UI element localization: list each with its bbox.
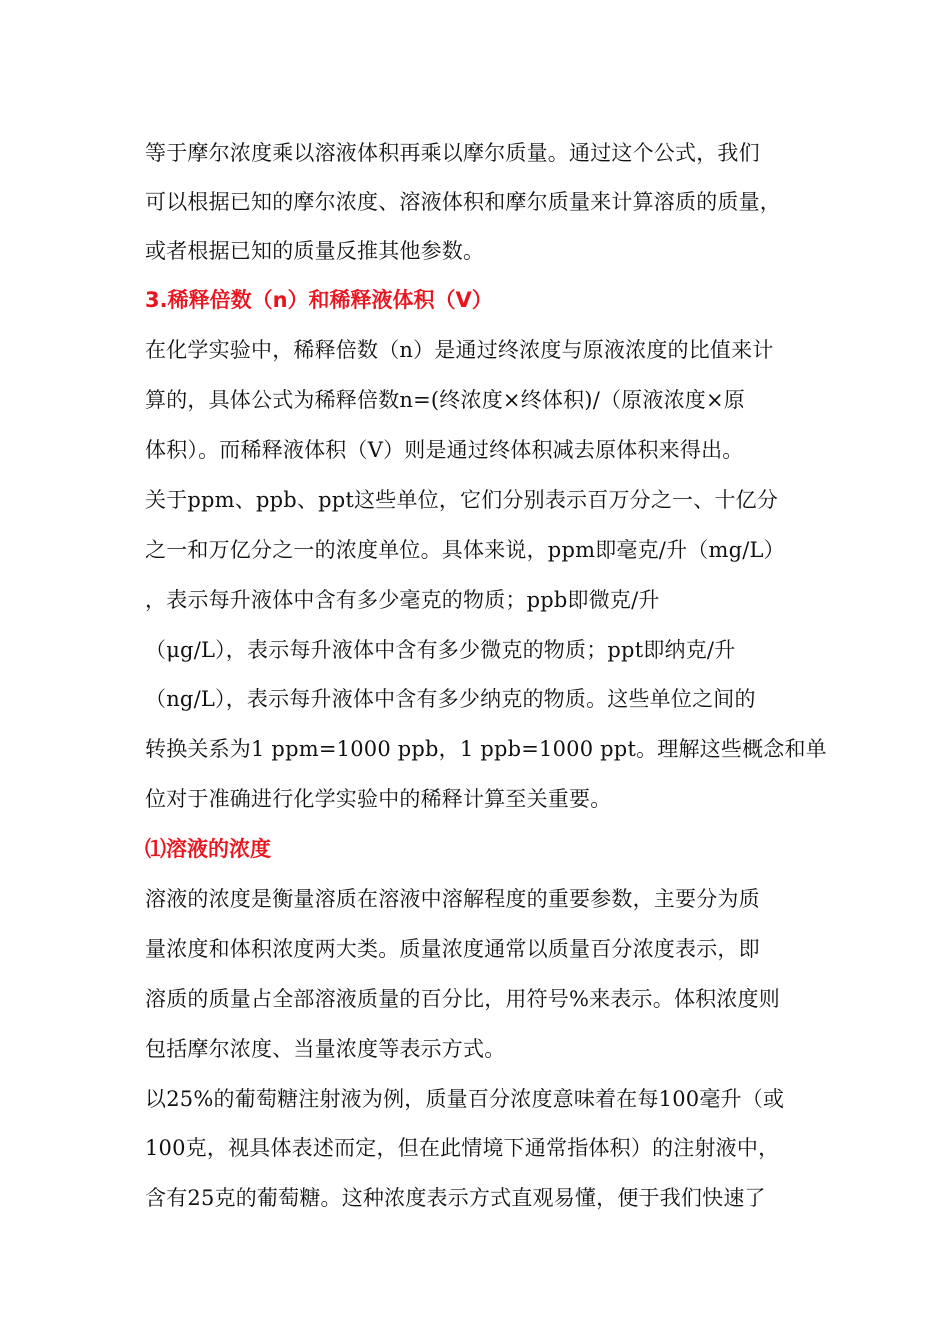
paragraph-line: 以25%的葡萄糖注射液为例，质量百分浓度意味着在每100毫升（或 [145,1087,785,1111]
paragraph-line: ，表示每升液体中含有多少毫克的物质；ppb即微克/升 [145,588,660,612]
paragraph-line: 或者根据已知的质量反推其他参数。 [145,239,485,263]
paragraph-line: （μg/L），表示每升液体中含有多少微克的物质；ppt即纳克/升 [145,638,736,662]
paragraph-line: 可以根据已知的摩尔浓度、溶液体积和摩尔质量来计算溶质的质量， [145,190,781,214]
paragraph-line: 算的，具体公式为稀释倍数n=(终浓度×终体积)/（原液浓度×原 [145,388,745,412]
section-heading-dilution: 3.稀释倍数（n）和稀释液体积（V） [145,288,493,312]
paragraph-line: 量浓度和体积浓度两大类。质量浓度通常以质量百分浓度表示，即 [145,937,760,961]
paragraph-line: 包括摩尔浓度、当量浓度等表示方式。 [145,1037,506,1061]
paragraph-line: 位对于准确进行化学实验中的稀释计算至关重要。 [145,787,612,811]
paragraph-line: 等于摩尔浓度乘以溶液体积再乘以摩尔质量。通过这个公式，我们 [145,141,760,165]
paragraph-line: 溶液的浓度是衡量溶质在溶液中溶解程度的重要参数，主要分为质 [145,887,760,911]
paragraph-line: 关于ppm、ppb、ppt这些单位，它们分别表示百万分之一、十亿分 [145,488,779,512]
paragraph-line: （ng/L），表示每升液体中含有多少纳克的物质。这些单位之间的 [145,687,756,711]
paragraph-line: 含有25克的葡萄糖。这种浓度表示方式直观易懂，便于我们快速了 [145,1186,766,1210]
paragraph-line: 转换关系为1 ppm=1000 ppb，1 ppb=1000 ppt。理解这些概念和单 [145,737,827,761]
paragraph-line: 体积）。而稀释液体积（V）则是通过终体积减去原体积来得出。 [145,438,744,462]
section-heading-concentration: ⑴溶液的浓度 [145,837,271,861]
paragraph-line: 在化学实验中，稀释倍数（n）是通过终浓度与原液浓度的比值来计 [145,338,774,362]
paragraph-line: 之一和万亿分之一的浓度单位。具体来说，ppm即毫克/升（mg/L） [145,538,785,562]
paragraph-line: 溶质的质量占全部溶液质量的百分比，用符号%来表示。体积浓度则 [145,987,780,1011]
paragraph-line: 100克，视具体表述而定，但在此情境下通常指体积）的注射液中， [145,1136,780,1160]
